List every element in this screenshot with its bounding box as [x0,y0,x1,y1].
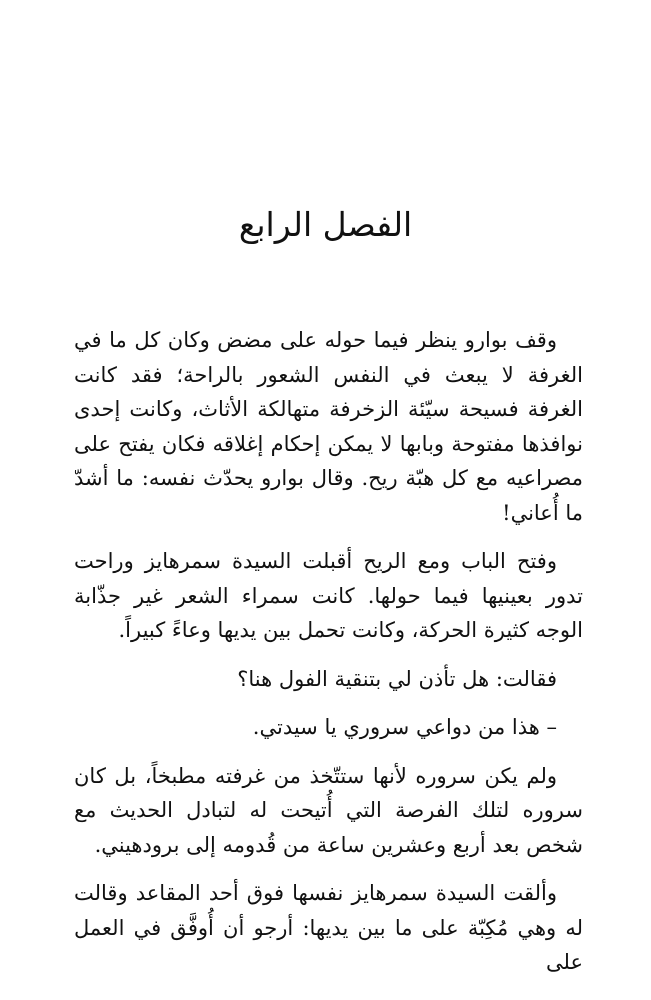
chapter-body [74,323,583,994]
paragraph: وقف بوارو ينظر فيما حوله على مضض وكان كل ما في الغرفة لا يبعث في النفس الشعور بالراحة؛ فقد كانت الغرفة فسيحة سيّئة الزخرفة متهالكة الأثاث، وكانت إحدى نوافذها مفتوحة وبابها لا يمكن إحكام إغلاقه فكان يفتح على مصراعيه مع كل هبّة ريح. وقال بوارو يحدّث نفسه: ما أشدّ ما أُعاني! [74,328,583,525]
paragraph: وألقت السيدة سمرهايز نفسها فوق أحد المقاعد وقالت له وهي مُكِبّة على ما بين يديها: أرجو أن أُوفَّق في العمل على [74,881,583,974]
paragraph: وفتح الباب ومع الريح أقبلت السيدة سمرهايز وراحت تدور بعينيها فيما حولها. كانت سمراء الشعر غير جذّابة الوجه كثيرة الحركة، وكانت تحمل بين يديها وعاءً كبيراً. [74,549,583,642]
paragraph: – هذا من دواعي سروري يا سيدتي. [252,715,557,739]
chapter-title: الفصل الرابع [238,205,413,244]
paragraph: ولم يكن سروره لأنها ستتّخذ من غرفته مطبخاً، بل كان سروره لتلك الفرصة التي أُتيحت له لتبادل الحديث مع شخص بعد أربع وعشرين ساعة من قُدومه إلى برودهيني. [74,763,583,857]
paragraph: فقالت: هل تأذن لي بتنقية الفول هنا؟ [237,666,557,691]
